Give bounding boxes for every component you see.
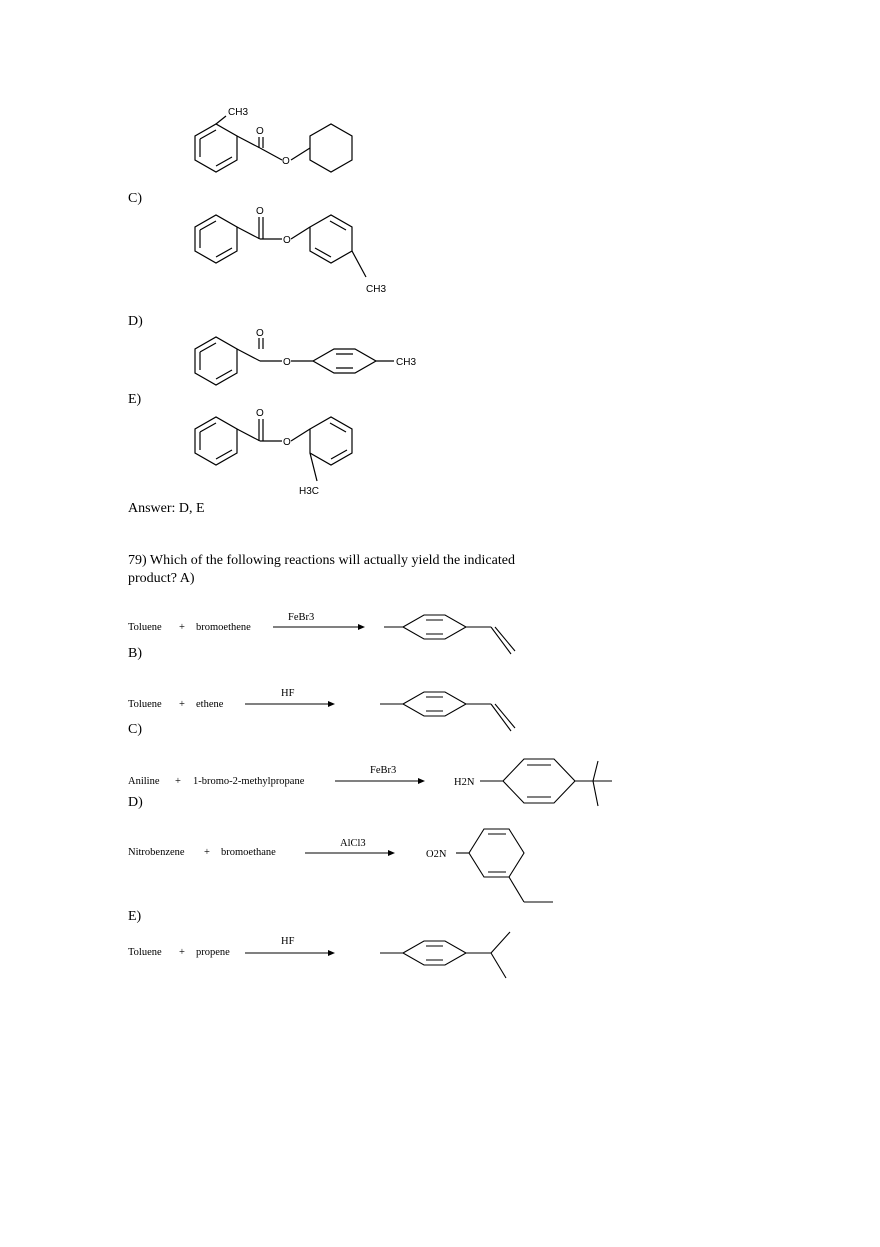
reaction-b-reactant2: ethene bbox=[196, 699, 224, 710]
reaction-c-h2n: H2N bbox=[454, 777, 475, 788]
reaction-e-label: E) bbox=[128, 909, 142, 924]
reaction-b-reagent: HF bbox=[281, 688, 295, 699]
structure-2-ester-o: O bbox=[283, 235, 291, 246]
reaction-a-plus: + bbox=[179, 622, 185, 633]
reaction-a-reagent: FeBr3 bbox=[288, 612, 315, 623]
structure-2-ch3: CH3 bbox=[366, 284, 387, 295]
reaction-c-label: C) bbox=[128, 722, 142, 737]
option-d-label: D) bbox=[128, 314, 143, 329]
option-e-label: E) bbox=[128, 392, 142, 407]
reaction-e-reactant1: Toluene bbox=[128, 947, 162, 958]
reaction-a-reactant1: Toluene bbox=[128, 622, 162, 633]
reaction-c-reactant1: Aniline bbox=[128, 776, 160, 787]
reaction-c-reactant2: 1-bromo-2-methylpropane bbox=[193, 776, 305, 787]
option-c-label: C) bbox=[128, 191, 142, 206]
structure-1-ester-o: O bbox=[282, 156, 290, 167]
reaction-a-reactant2: bromoethene bbox=[196, 622, 251, 633]
reaction-d-label: D) bbox=[128, 795, 143, 810]
structure-2-carbonyl-o: O bbox=[256, 206, 264, 217]
structure-3-ch3: CH3 bbox=[396, 357, 417, 368]
reaction-c-plus: + bbox=[175, 776, 181, 787]
reaction-e-reactant2: propene bbox=[196, 947, 230, 958]
reaction-d-reagent: AlCl3 bbox=[340, 838, 366, 849]
reaction-b-label: B) bbox=[128, 646, 142, 661]
reaction-e-plus: + bbox=[179, 947, 185, 958]
reaction-b-reactant1: Toluene bbox=[128, 699, 162, 710]
answer-text: Answer: D, E bbox=[128, 501, 205, 516]
reaction-b-plus: + bbox=[179, 699, 185, 710]
structure-1-carbonyl-o: O bbox=[256, 126, 264, 137]
reaction-d-plus: + bbox=[204, 847, 210, 858]
question-79: 79) Which of the following reactions will actually yield the indicated product? A) bbox=[128, 553, 515, 586]
structure-4-ester-o: O bbox=[283, 437, 291, 448]
structure-4-carbonyl-o: O bbox=[256, 408, 264, 419]
reaction-e-reagent: HF bbox=[281, 936, 295, 947]
reaction-d-o2n: O2N bbox=[426, 849, 447, 860]
structure-1-ch3: CH3 bbox=[228, 107, 249, 118]
reaction-d-reactant1: Nitrobenzene bbox=[128, 847, 185, 858]
reaction-c-reagent: FeBr3 bbox=[370, 765, 397, 776]
structure-3-carbonyl-o: O bbox=[256, 328, 264, 339]
structure-4-h3c: H3C bbox=[299, 486, 320, 497]
structure-3-ester-o: O bbox=[283, 357, 291, 368]
reaction-d-reactant2: bromoethane bbox=[221, 847, 276, 858]
